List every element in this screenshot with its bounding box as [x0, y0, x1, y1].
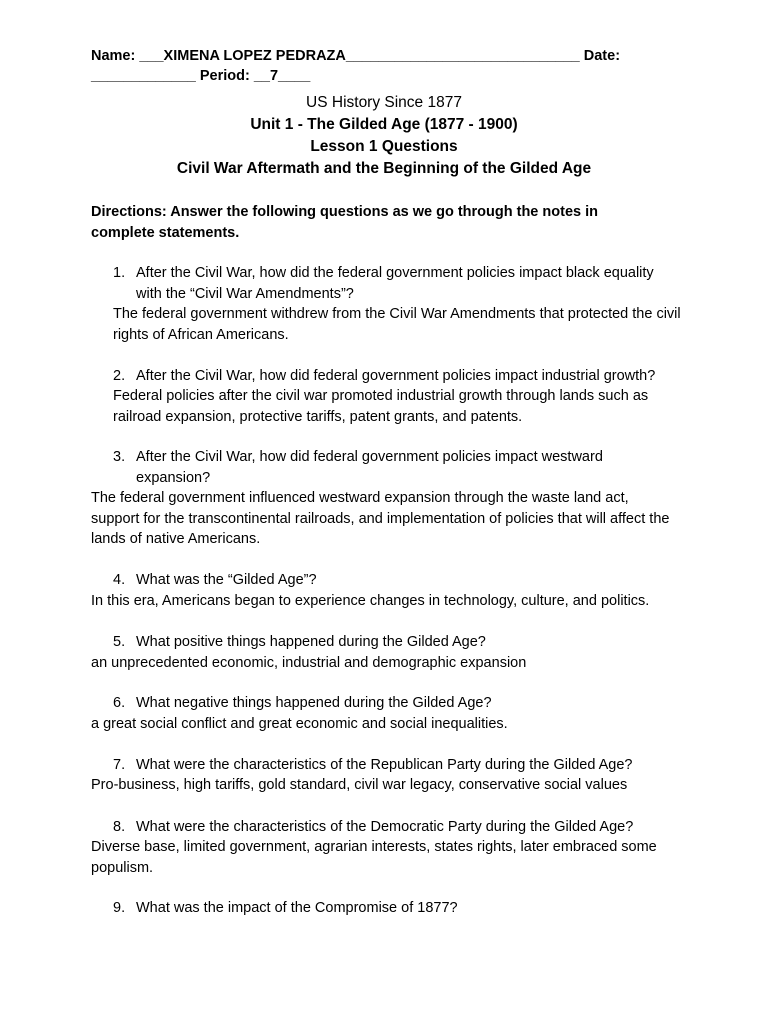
answer-4: In this era, Americans began to experience changes in technology, culture, and politics.	[91, 593, 650, 609]
answer-5: an unprecedented economic, industrial and demographic expansion	[91, 655, 527, 671]
question-number: 9.	[113, 900, 126, 916]
answer-3: The federal government influenced westward expansion through the waste land act, support for the transcontinental railroads, and implementation of policies that will affect the lands of native Americans.	[91, 490, 670, 547]
period-line: _____________ Period: __7____	[91, 68, 311, 84]
answer-7: Pro-business, high tariffs, gold standard, civil war legacy, conservative social values	[91, 777, 628, 793]
question-1	[113, 263, 683, 304]
topic-title: Civil War Aftermath and the Beginning of the Gilded Age	[176, 160, 592, 177]
question-number: 8.	[113, 819, 126, 835]
answer-8: Diverse base, limited government, agrarian interests, states rights, later embraced some populism.	[91, 839, 657, 876]
question-9	[113, 898, 693, 919]
unit-title: Unit 1 - The Gilded Age (1877 - 1900)	[250, 116, 518, 133]
question-4	[113, 570, 693, 591]
question-3	[113, 447, 633, 488]
question-text: What were the characteristics of the Republican Party during the Gilded Age?	[136, 757, 633, 773]
question-text: What were the characteristics of the Democratic Party during the Gilded Age?	[136, 819, 634, 835]
course-title: US History Since 1877	[306, 94, 462, 111]
directions-text: Directions: Answer the following questions as we go through the notes in complete statements.	[91, 204, 598, 241]
question-text: What negative things happened during the Gilded Age?	[136, 695, 492, 711]
question-2	[113, 366, 703, 387]
question-text: What positive things happened during the Gilded Age?	[136, 634, 486, 650]
question-number: 4.	[113, 572, 126, 588]
question-5	[113, 632, 693, 653]
question-7	[113, 755, 713, 776]
question-number: 7.	[113, 757, 126, 773]
question-number: 1.	[113, 265, 126, 281]
question-8	[113, 817, 713, 838]
question-number: 2.	[113, 368, 126, 384]
name-date-line: Name: ___XIMENA LOPEZ PEDRAZA_____________________________ Date:	[91, 48, 621, 64]
lesson-title: Lesson 1 Questions	[310, 138, 458, 155]
question-number: 6.	[113, 695, 126, 711]
question-number: 3.	[113, 449, 126, 465]
question-number: 5.	[113, 634, 126, 650]
question-text: After the Civil War, how did federal government policies impact industrial growth?	[136, 368, 656, 384]
question-text: After the Civil War, how did the federal government policies impact black equality with the “Civil War Amendments”?	[136, 265, 654, 302]
question-6	[113, 693, 693, 714]
answer-2: Federal policies after the civil war promoted industrial growth through lands such as railroad expansion, protective tariffs, patent grants, and patents.	[113, 388, 649, 425]
question-text: What was the “Gilded Age”?	[136, 572, 317, 588]
question-text: After the Civil War, how did federal government policies impact westward expansion?	[136, 449, 603, 486]
answer-1: The federal government withdrew from the Civil War Amendments that protected the civil rights of African Americans.	[113, 306, 681, 343]
question-text: What was the impact of the Compromise of 1877?	[136, 900, 458, 916]
answer-6: a great social conflict and great economic and social inequalities.	[91, 716, 508, 732]
